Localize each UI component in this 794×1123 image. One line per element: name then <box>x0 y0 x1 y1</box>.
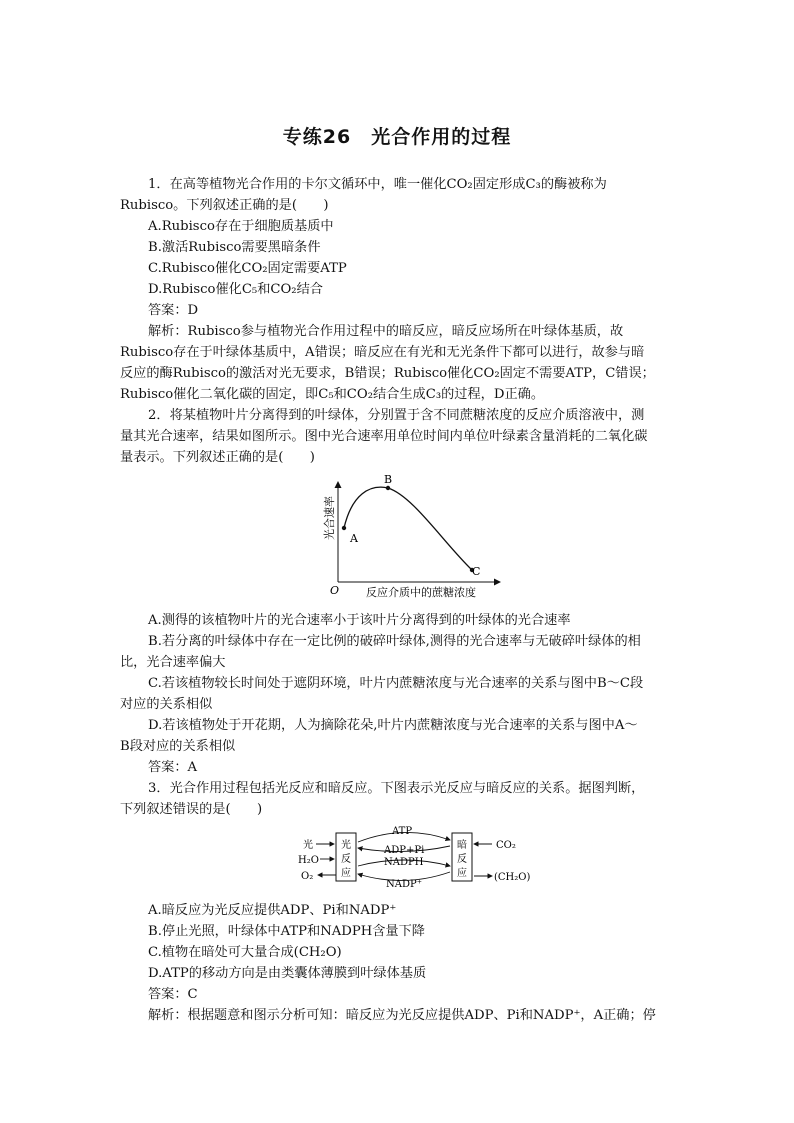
q2-stem-line3: 量表示。下列叙述正确的是( ) <box>120 450 315 465</box>
diagram-water-input-label: H₂O <box>298 855 319 866</box>
diagram-light-box-char2: 反 <box>341 854 351 865</box>
q3-option-c: C.植物在暗处可大量合成(CH₂O) <box>148 945 342 960</box>
q1-explanation-line4: Rubisco催化二氧化碳的固定，即C₅和CO₂结合生成C₃的过程，D正确。 <box>120 387 545 402</box>
q2-option-c-line2: 对应的关系相似 <box>120 697 213 712</box>
diagram-light-input-label: 光 <box>303 840 313 851</box>
q3-option-b: B.停止光照，叶绿体中ATP和NADPH含量下降 <box>148 924 425 939</box>
graph-point-b <box>386 486 390 490</box>
q2-option-c-line1: C.若该植物较长时间处于遮阴环境，叶片内蔗糖浓度与光合速率的关系与图中B～C段 <box>148 676 644 691</box>
q2-stem-line2: 量其光合速率，结果如图所示。图中光合速率用单位时间内单位叶绿素含量消耗的二氧化碳 <box>120 429 648 444</box>
diagram-dark-box-char2: 反 <box>457 854 467 865</box>
q1-option-b: B.激活Rubisco需要黑暗条件 <box>148 240 321 255</box>
light-dark-reaction-diagram <box>298 824 538 890</box>
photosynthesis-rate-graph <box>318 472 508 602</box>
q2-option-d-line1: D.若该植物处于开花期，人为摘除花朵,叶片内蔗糖浓度与光合速率的关系与图中A～ <box>148 718 638 733</box>
diagram-dark-box-char1: 暗 <box>457 840 467 851</box>
q3-explanation-line1: 解析：根据题意和图示分析可知：暗反应为光反应提供ADP、Pi和NADP⁺，A正确；停 <box>148 1008 656 1023</box>
diagram-oxygen-output-label: O₂ <box>301 871 314 882</box>
q2-option-b-line1: B.若分离的叶绿体中存在一定比例的破碎叶绿体,测得的光合速率与无破碎叶绿体的相 <box>148 634 641 649</box>
q1-option-c: C.Rubisco催化CO₂固定需要ATP <box>148 261 347 276</box>
q3-option-a: A.暗反应为光反应提供ADP、Pi和NADP⁺ <box>148 903 397 918</box>
q2-option-a: A.测得的该植物叶片的光合速率小于该叶片分离得到的叶绿体的光合速率 <box>148 613 571 628</box>
q1-explanation-line1: 解析：Rubisco参与植物光合作用过程中的暗反应，暗反应场所在叶绿体基质，故 <box>148 324 624 339</box>
q1-explanation-line3: 反应的酶Rubisco的激活对光无要求，B错误；Rubisco催化CO₂固定不需要ATP，C错误； <box>120 366 655 381</box>
diagram-adp-label: ADP+Pi <box>384 845 425 856</box>
graph-label-a: A <box>350 532 358 545</box>
graph-label-b: B <box>384 473 393 486</box>
graph-x-axis-label: 反应介质中的蔗糖浓度 <box>366 586 476 599</box>
q1-explanation-line2: Rubisco存在于叶绿体基质中，A错误；暗反应在有光和无光条件下都可以进行，故参与暗 <box>120 345 645 360</box>
q1-stem-line2: Rubisco。下列叙述正确的是( ) <box>120 198 329 213</box>
q1-stem-line1: 1．在高等植物光合作用的卡尔文循环中，唯一催化CO₂固定形成C₃的酶被称为 <box>148 177 607 192</box>
q2-option-b-line2: 比，光合速率偏大 <box>120 655 226 670</box>
q3-stem-line1: 3．光合作用过程包括光反应和暗反应。下图表示光反应与暗反应的关系。据图判断， <box>148 781 645 796</box>
q1-option-a: A.Rubisco存在于细胞质基质中 <box>148 219 334 234</box>
q3-option-d: D.ATP的移动方向是由类囊体薄膜到叶绿体基质 <box>148 966 427 981</box>
graph-label-c: C <box>472 565 481 578</box>
diagram-nadp-label: NADP⁺ <box>386 879 422 890</box>
q2-answer: 答案：A <box>148 760 198 775</box>
diagram-nadph-label: NADPH <box>384 857 424 868</box>
page-title: 专练26 光合作用的过程 <box>282 126 512 148</box>
diagram-co2-input-label: CO₂ <box>496 840 516 851</box>
q1-answer: 答案：D <box>148 303 199 318</box>
diagram-dark-box-char3: 应 <box>457 868 467 879</box>
q2-option-d-line2: B段对应的关系相似 <box>120 739 236 754</box>
q1-option-d: D.Rubisco催化C₅和CO₂结合 <box>148 282 323 297</box>
q2-stem-line1: 2．将某植物叶片分离得到的叶绿体，分别置于含不同蔗糖浓度的反应介质溶液中，测 <box>148 408 645 423</box>
graph-curve <box>344 487 472 570</box>
graph-origin-label: O <box>330 584 340 597</box>
diagram-light-box-char1: 光 <box>341 840 351 851</box>
diagram-ch2o-output-label: (CH₂O) <box>494 872 531 883</box>
q3-stem-line2: 下列叙述错误的是( ) <box>120 802 263 817</box>
graph-point-a <box>342 526 346 530</box>
diagram-light-box-char3: 应 <box>341 868 351 879</box>
q3-answer: 答案：C <box>148 987 198 1002</box>
graph-y-axis-label: 光合速率 <box>323 496 336 540</box>
diagram-atp-label: ATP <box>392 826 413 837</box>
